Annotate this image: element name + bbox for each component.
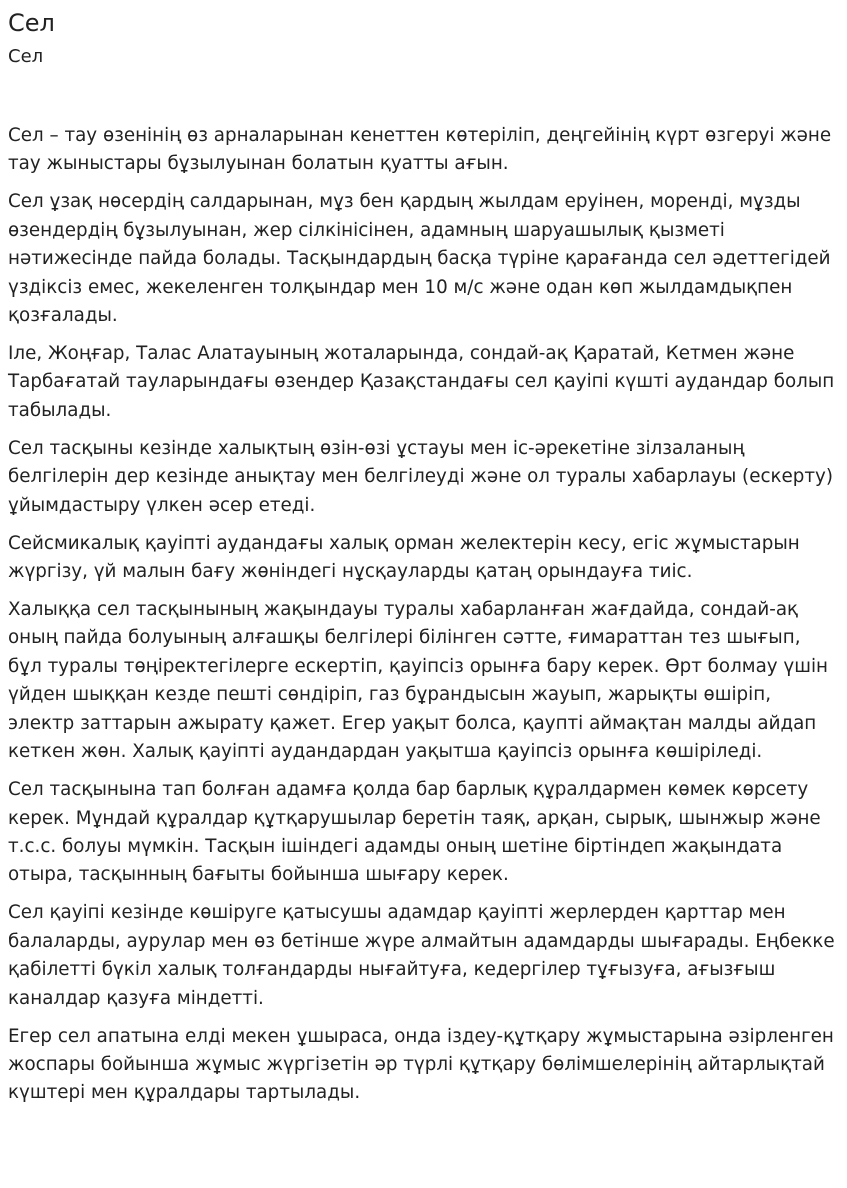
paragraph: Халыққа сел тасқынының жақындауы туралы хабарланған жағдайда, сондай-ақ оның пайда болуының алғашқы белгілері білінген сәтте, ғимараттан тез шығып, бұл туралы төңіректегілерге ескертіп, қауіпсіз орынға бару керек. Өрт болмау үшін үйден шыққан кезде пешті сөндіріп, газ бұрандысын жауып, жарықты өшіріп, электр заттарын ажырату қажет. Егер уақыт болса, қаупті аймақтан малды айдап кеткен жөн. Халық қауіпті аудандардан уақытша қауіпсіз орынға көшіріледі. [8,599,829,763]
page-subtitle: Сел [8,46,44,67]
paragraph: Сел – тау өзенінің өз арналарынан кенеттен көтеріліп, деңгейінің күрт өзгеруі және тау жыныстары бұзылуынан болатын қуатты ағын. [8,125,832,175]
paragraph: Сел қауіпі кезінде көшіруге қатысушы адамдар қауіпті жерлерден қарттар мен балаларды, аурулар мен өз бетінше жүре алмайтын адамдарды шығарады. Еңбекке қабілетті бүкіл халық толғандарды нығайтуға, кедергілер тұғызуға, ағызғыш каналдар қазуға міндетті. [8,902,835,1009]
paragraph: Сел ұзақ нөсердің салдарынан, мұз бен қардың жылдам еруінен, моренді, мұзды өзендердің бұзылуынан, жер сілкінісінен, адамның шаруашылық қызметі нәтижесінде пайда болады. Тасқындардың басқа түріне қарағанда сел әдеттегідей үздіксіз емес, жекеленген толқындар мен 10 м/с және одан көп жылдамдықпен қозғалады. [8,191,831,327]
paragraph: Іле, Жоңғар, Талас Алатауының жоталарында, сондай-ақ Қаратай, Кетмен және Тарбағатай тауларындағы өзендер Қазақстандағы сел қауіпі күшті аудандар болып табылады. [8,343,835,421]
paragraph: Егер сел апатына елді мекен ұшыраса, онда іздеу-құтқару жұмыстарына әзірленген жоспары бойынша жұмыс жүргізетін әр түрлі құтқару бөлімшелерінің айтарлықтай күштері мен құралдары тартылады. [8,1025,834,1104]
paragraph: Сел тасқынына тап болған адамға қолда бар барлық құралдармен көмек көрсету керек. Мұндай құралдар құтқарушылар беретін таяқ, арқан, сырық, шынжыр және т.с.с. болуы мүмкін. Тасқын ішіндегі адамды оның шетіне біртіндеп жақындата отыра, тасқынның бағыты бойынша шығару керек. [8,779,821,886]
paragraph: Сейсмикалық қауіпті аудандағы халық орман желектерін кесу, егіс жұмыстарын жүргізу, үй малын бағу жөніндегі нұсқауларды қатаң орындауға тиіс. [8,532,800,583]
article-body [8,122,839,1108]
page-title: Сел [8,9,55,37]
paragraph: Сел тасқыны кезінде халықтың өзін-өзі ұстауы мен іс-әрекетіне зілзаланың белгілерін дер кезінде анықтау мен белгілеуді және ол туралы хабарлауы (ескерту) ұйымдастыру үлкен әсер етеді. [8,437,833,516]
